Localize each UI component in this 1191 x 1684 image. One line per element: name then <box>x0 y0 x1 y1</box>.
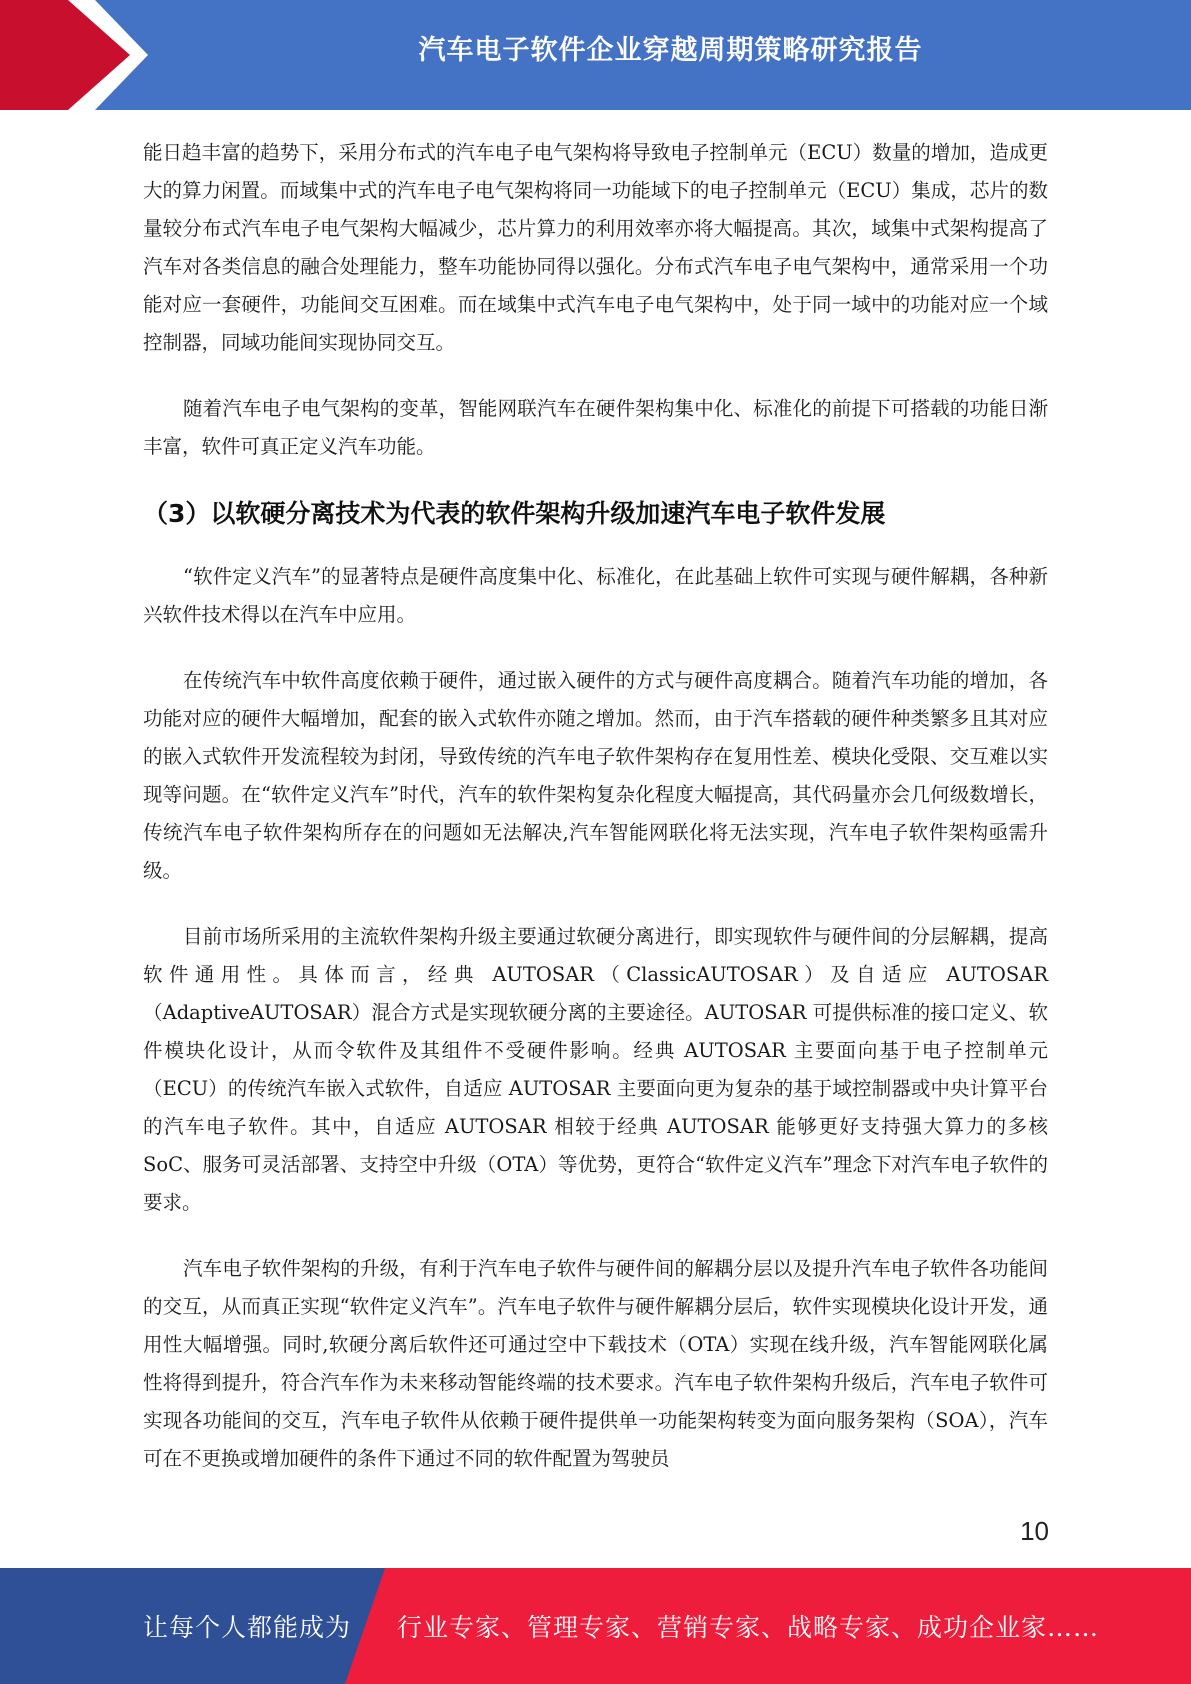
footer-slogan-left: 让每个人都能成为 <box>143 1613 352 1642</box>
page-number: 10 <box>1020 1516 1049 1546</box>
paragraph-3: “软件定义汽车”的显著特点是硬件高度集中化、标准化，在此基础上软件可实现与硬件解耦，各种新兴软件技术得以在汽车中应用。 <box>143 565 1048 626</box>
paragraph-6: 汽车电子软件架构的升级，有利于汽车电子软件与硬件间的解耦分层以及提升汽车电子软件各功能间的交互，从而真正实现“软件定义汽车”。汽车电子软件与硬件解耦分层后，软件实现模块化设计开发，通用性大幅增强。同时,软硬分离后软件还可通过空中下载技术（OTA）实现在线升级，汽车智能网联化属性将得到提升，符合汽车作为未来移动智能终端的技术要求。汽车电子软件架构升级后，汽车电子软件可实现各功能间的交互，汽车电子软件从依赖于硬件提供单一功能架构转变为面向服务架构（SOA），汽车可在不更换或增加硬件的条件下通过不同的软件配置为驾驶员 <box>143 1257 1048 1470</box>
page-header <box>0 0 1191 110</box>
paragraph-2: 随着汽车电子电气架构的变革，智能网联汽车在硬件架构集中化、标准化的前提下可搭载的功能日渐丰富，软件可真正定义汽车功能。 <box>143 397 1048 458</box>
footer-slogan-right: 行业专家、管理专家、营销专家、战略专家、成功企业家…… <box>397 1613 1100 1642</box>
paragraph-1: 能日趋丰富的趋势下，采用分布式的汽车电子电气架构将导致电子控制单元（ECU）数量的增加，造成更大的算力闲置。而域集中式的汽车电子电气架构将同一功能域下的电子控制单元（ECU）集成，芯片的数量较分布式汽车电子电气架构大幅减少，芯片算力的利用效率亦将大幅提高。其次，域集中式架构提高了汽车对各类信息的融合处理能力，整车功能协同得以强化。分布式汽车电子电气架构中，通常采用一个功能对应一套硬件，功能间交互困难。而在域集中式汽车电子电气架构中，处于同一域中的功能对应一个域控制器，同域功能间实现协同交互。 <box>143 141 1048 354</box>
paragraph-4: 在传统汽车中软件高度依赖于硬件，通过嵌入硬件的方式与硬件高度耦合。随着汽车功能的增加，各功能对应的硬件大幅增加，配套的嵌入式软件亦随之增加。然而，由于汽车搭载的硬件种类繁多且其对应的嵌入式软件开发流程较为封闭，导致传统的汽车电子软件架构存在复用性差、模块化受限、交互难以实现等问题。在“软件定义汽车”时代，汽车的软件架构复杂化程度大幅提高，其代码量亦会几何级数增长，传统汽车电子软件架构所存在的问题如无法解决,汽车智能网联化将无法实现，汽车电子软件架构亟需升级。 <box>143 669 1048 882</box>
report-title: 汽车电子软件企业穿越周期策略研究报告 <box>418 35 923 66</box>
paragraph-5: 目前市场所采用的主流软件架构升级主要通过软硬分离进行，即实现软件与硬件间的分层解耦，提高软件通用性。具体而言，经典 AUTOSAR（ClassicAUTOSAR）及自适应 AUTOSAR（AdaptiveAUTOSAR）混合方式是实现软硬分离的主要途径。AUTOSAR 可提供标准的接口定义、软件模块化设计，从而令软件及其组件不受硬件影响。经典 AUTOSAR 主要面向基于电子控制单元（ECU）的传统汽车嵌入式软件，自适应 AUTOSAR 主要面向更为复杂的基于域控制器或中央计算平台的汽车电子软件。其中，自适应 AUTOSAR 相较于经典 AUTOSAR 能够更好支持强大算力的多核 SoC、服务可灵活部署、支持空中升级（OTA）等优势，更符合“软件定义汽车”理念下对汽车电子软件的要求。 <box>143 925 1048 1214</box>
document-body <box>143 134 1048 1506</box>
section-heading: （3）以软硬分离技术为代表的软件架构升级加速汽车电子软件发展 <box>143 499 886 528</box>
header-arrow-icon <box>0 0 160 110</box>
page-footer <box>0 1568 1191 1684</box>
